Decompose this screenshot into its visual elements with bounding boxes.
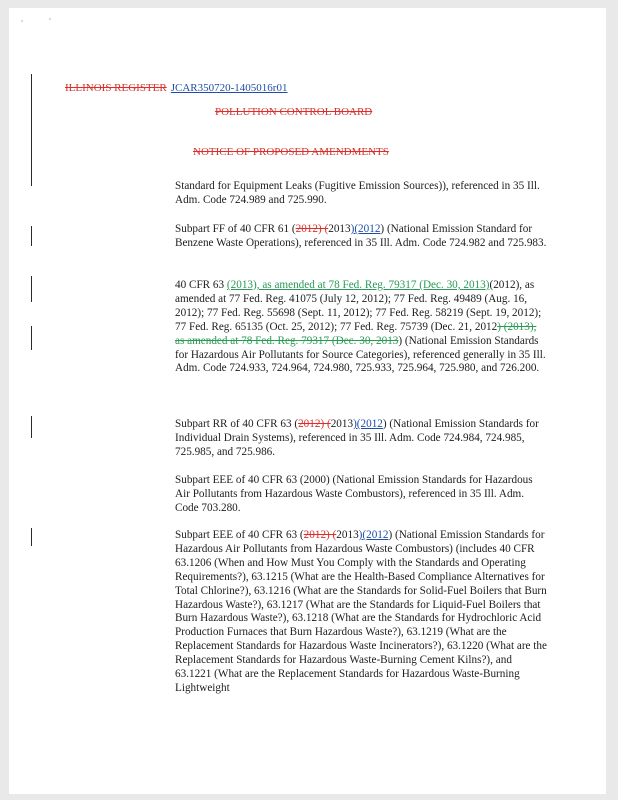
inserted-text: )(2012: [358, 529, 389, 541]
paragraph-6: [175, 529, 547, 696]
paragraph-text: 2013: [336, 529, 359, 541]
deleted-text: 2012) (: [303, 529, 337, 541]
doc-id: JCAR350720-1405016r01: [170, 82, 288, 94]
change-bar: [31, 74, 32, 186]
change-bar: [31, 276, 32, 302]
notice-header: NOTICE OF PROPOSED AMENDMENTS: [193, 146, 389, 158]
paragraph-3: [175, 279, 547, 376]
change-bar: [31, 326, 32, 350]
inserted-text: (2013), as amended at 78 Fed. Reg. 79317 (Dec. 30, 2013): [226, 279, 490, 291]
document-page: [9, 8, 606, 794]
paragraph-text: Subpart RR of 40 CFR 63 (: [175, 418, 299, 430]
paragraph-text: 40 CFR 63: [175, 279, 227, 291]
paragraph-text: Standard for Equipment Leaks (Fugitive Emission Sources)), referenced in 35 Ill. Adm. Code 724.989 and 725.990.: [175, 180, 540, 206]
inserted-text: )(2012: [353, 418, 383, 430]
paragraph-2: [175, 223, 547, 251]
paragraph-1: [175, 180, 547, 208]
deleted-text: 2012) (: [298, 418, 331, 430]
paragraph-text: Subpart EEE of 40 CFR 63 (2000) (National Emission Standards for Hazardous Air Pollutants from Hazardous Waste Combustors), referenced in 35 Ill. Adm. Code 703.280.: [175, 474, 533, 514]
deleted-text: 2012) (: [295, 223, 329, 235]
inserted-text: )(2012: [350, 223, 381, 235]
register-deleted: ILLINOIS REGISTER: [65, 82, 167, 94]
paragraph-text: ) (National Emission Standards for Hazardous Air Pollutants from Hazardous Waste Combustors) (includes 40 CFR 63.1206 (When and How Must You Comply with the Standards and Operating Requirements?), 63.1215 (What are the Health-Based Compliance Alternatives for Total Chlorine?), 63.1216 (What are the Standards for Solid-Fuel Boilers that Burn Hazardous Waste?), 63.1217 (What are the Standards for Liquid-Fuel Boilers that Burn Hazardous Waste?), 63.1218 (What are the Standards for Hydrochloric Acid Production Furnaces that Burn Hazardous Waste?), 63.1219 (What are the Replacement Standards for Hazardous Waste Incinerators?), 63.1220 (What are the Replacement Standards for Hazardous Waste-Burning Cement Kilns?), and 63.1221 (What are the Replacement Standards for Hazardous Waste-Burning Lightweight: [175, 529, 547, 694]
paragraph-text: Subpart FF of 40 CFR 61 (: [175, 223, 296, 235]
change-bar: [31, 416, 32, 438]
scan-speck: [21, 20, 23, 22]
paragraph-text: (2012), as amended at 77 Fed. Reg. 41075 (July 12, 2012); 77 Fed. Reg. 49489 (Aug. 16, 2012); 77 Fed. Reg. 55698 (Sept. 11, 2012); 77 Fed. Reg. 58219 (Sept. 19, 2012); 77 Fed. Reg. 65135 (Oct. 25, 2012); 77 Fed. Reg. 75739 (Dec. 21, 2012: [175, 279, 542, 333]
register-header: [65, 82, 287, 95]
change-bar: [31, 528, 32, 546]
paragraph-4: [175, 418, 547, 460]
deleted-text: ) (2013), as amended at 78 Fed. Reg. 79317 (Dec. 30, 2013: [175, 320, 537, 347]
paragraph-text: ) (National Emission Standards for Individual Drain Systems), referenced in 35 Ill. Adm. Code 724.984, 724.985, 725.985, and 725.986.: [175, 418, 539, 458]
paragraph-text: ) (National Emission Standards for Hazardous Air Pollutants for Source Categories), referenced generally in 35 Ill. Adm. Code 724.933, 724.964, 724.980, 725.933, 725.964, 725.980, and 726.200.: [175, 334, 546, 375]
board-header: POLLUTION CONTROL BOARD: [215, 106, 373, 118]
scan-speck: [49, 18, 51, 20]
paragraph-text: ) (National Emission Standard for Benzene Waste Operations), referenced in 35 Ill. Adm. Code 724.982 and 725.983.: [175, 223, 547, 249]
paragraph-text: Subpart EEE of 40 CFR 63 (: [175, 529, 304, 541]
paragraph-5: [175, 474, 547, 516]
change-bar: [31, 226, 32, 246]
paragraph-text: 2013: [330, 418, 354, 430]
paragraph-text: 2013: [328, 223, 351, 235]
